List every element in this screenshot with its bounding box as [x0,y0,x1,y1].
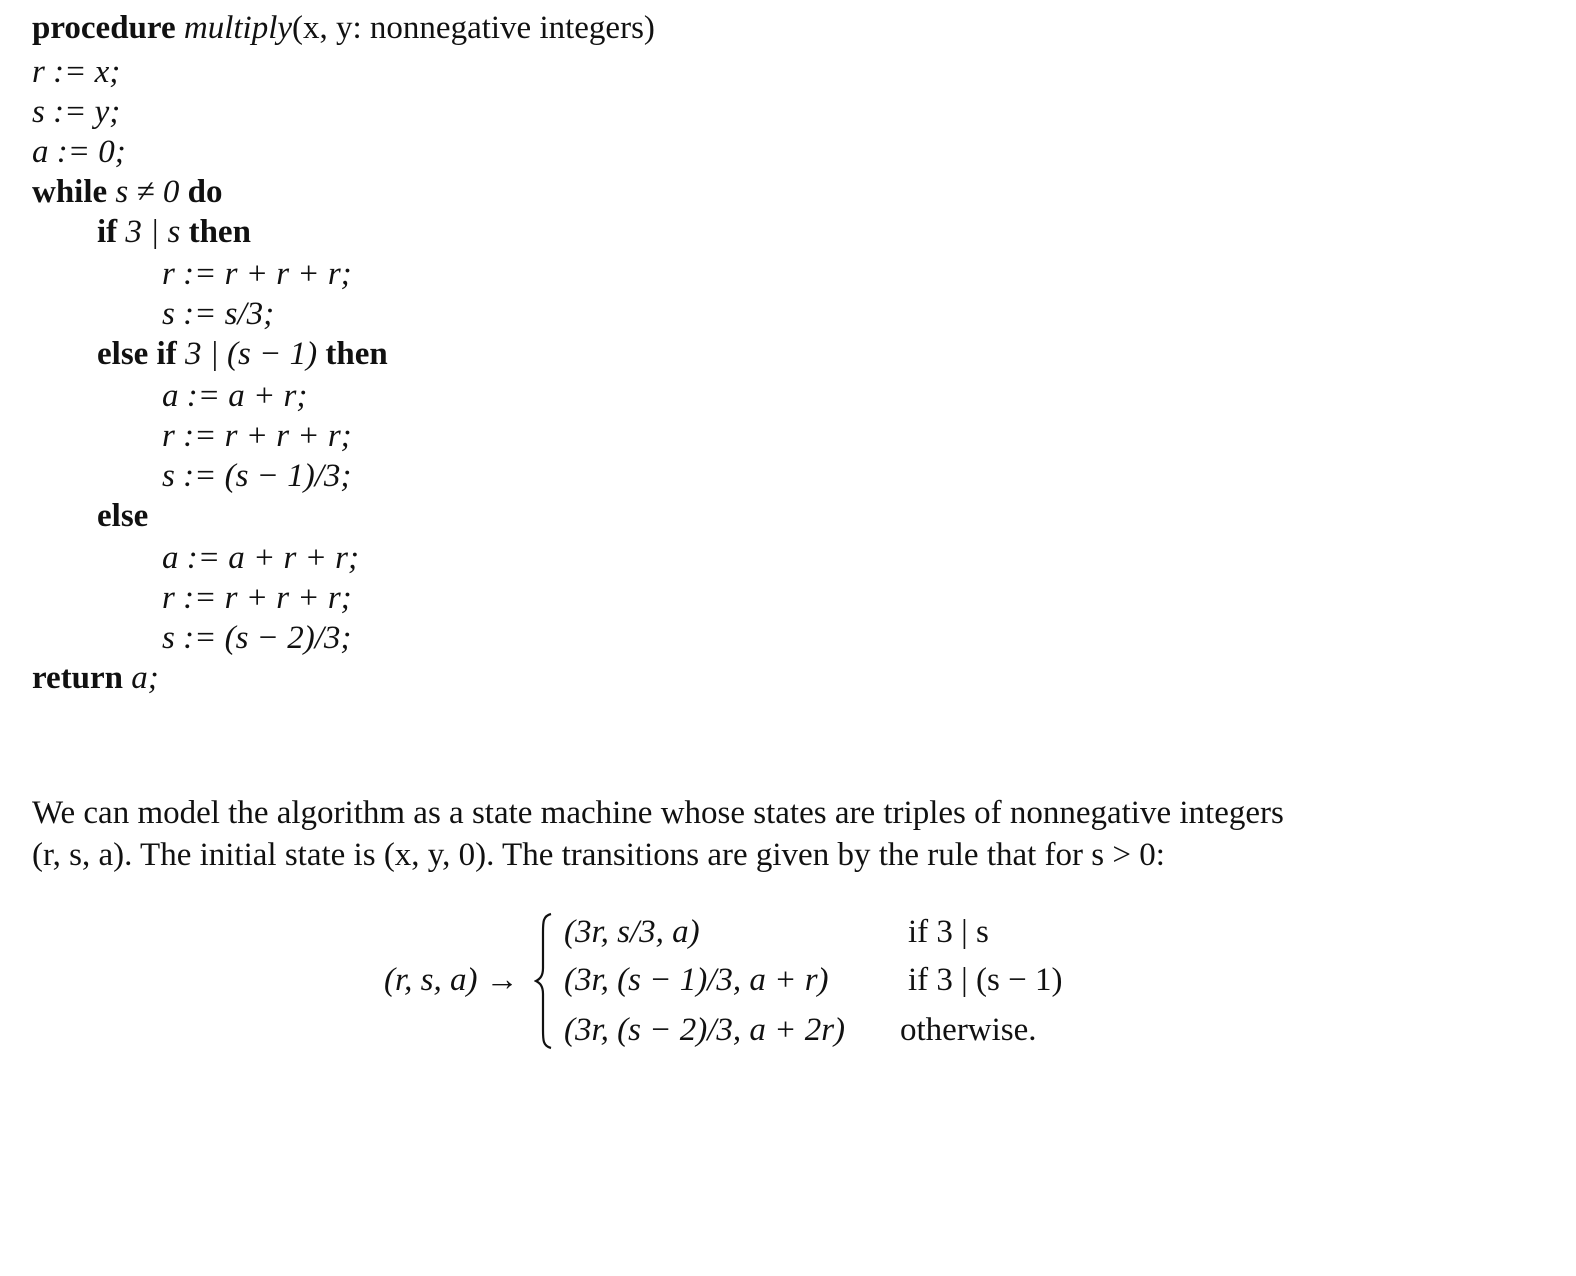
return-keyword: return [32,660,124,696]
transition-lhs: (r, s, a) → [384,962,519,998]
while-keyword: while [32,174,108,210]
code-line-a-plus-r: a := a + r; [162,378,308,414]
case-3-value: (3r, (s − 2)/3, a + 2r) [564,1012,846,1048]
paragraph-line-2: (r, s, a). The initial state is (x, y, 0). The transitions are given by the rule that for s > 0: [32,837,1165,873]
code-line-if [97,212,251,252]
do-keyword: do [187,174,223,210]
code-line-s-init: s := y; [32,94,121,130]
else-if-keyword: else if [97,336,177,372]
case-2-condition: if 3 | (s − 1) [908,962,1063,998]
code-line-r-triple-3: r := r + r + r; [162,580,352,616]
return-value: a; [131,660,159,696]
state-machine-paragraph [32,792,1532,876]
code-line-r-triple-1: r := r + r + r; [162,256,352,292]
code-line-s-div3: s := s/3; [162,296,275,332]
case-3-condition: otherwise. [900,1012,1037,1048]
while-condition: s ≠ 0 [115,174,180,210]
code-line-s-minus2-div3: s := (s − 2)/3; [162,620,352,656]
paragraph-line-1: We can model the algorithm as a state machine whose states are triples of nonnegative integers [32,795,1284,831]
code-line-else-if [97,334,388,374]
procedure-name: multiply [183,10,293,46]
code-line-return [32,658,159,698]
left-brace-icon [534,912,554,1050]
code-line-s-minus1-div3: s := (s − 1)/3; [162,458,352,494]
transition-rule [384,910,1144,1052]
case-1-value: (3r, s/3, a) [564,914,700,950]
case-2-value: (3r, (s − 1)/3, a + r) [564,962,829,998]
code-line-r-triple-2: r := r + r + r; [162,418,352,454]
code-line-while [32,172,223,212]
then-keyword-2: then [325,336,388,372]
code-line-else: else [97,498,149,534]
code-line-a-init: a := 0; [32,134,126,170]
code-line-r-init: r := x; [32,54,121,90]
if-keyword: if [97,214,118,250]
procedure-header [32,8,655,48]
if-condition: 3 | s [125,214,181,250]
code-line-a-plus-2r: a := a + r + r; [162,540,359,576]
case-1-condition: if 3 | s [908,914,989,950]
procedure-params: (x, y: nonnegative integers) [292,10,655,46]
procedure-keyword: procedure [32,10,176,46]
else-if-condition: 3 | (s − 1) [184,336,318,372]
then-keyword: then [188,214,251,250]
